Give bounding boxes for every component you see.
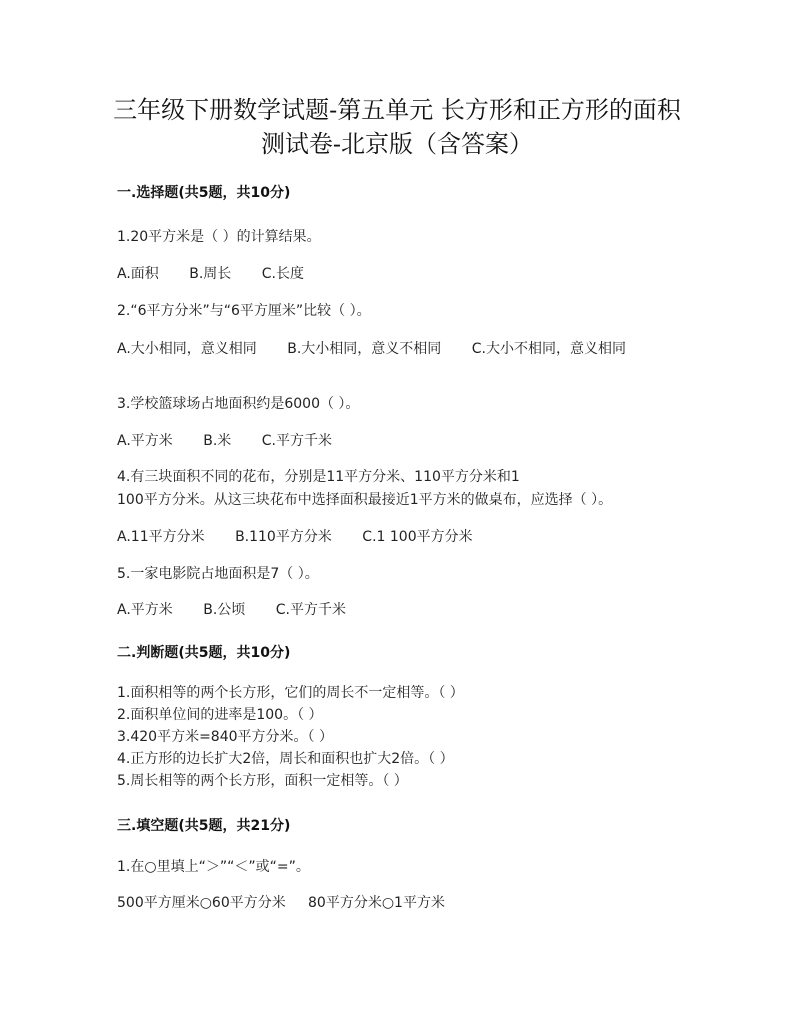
judge-list <box>117 682 464 792</box>
option-a: A.大小相同，意义相同 <box>117 341 257 357</box>
section-judge-heading: 二.判断题(共5题，共10分) <box>117 645 291 661</box>
option-b: B.周长 <box>189 266 232 282</box>
fill-question-1-items: 500平方厘米○60平方分米 80平方分米○1平方米 <box>117 895 445 911</box>
judge-item-2: 2.面积单位间的进率是100。（ ） <box>117 707 323 723</box>
judge-item-1: 1.面积相等的两个长方形，它们的周长不一定相等。（ ） <box>117 685 464 701</box>
judge-item-3: 3.420平方米=840平方分米。（ ） <box>117 729 333 745</box>
question-5: 5.一家电影院占地面积是7（ ）。 <box>117 566 319 582</box>
page-title-line2: 测试卷-北京版（含答案） <box>260 130 534 158</box>
section-fill-heading: 三.填空题(共5题，共21分) <box>117 818 291 834</box>
question-1: 1.20平方米是（ ）的计算结果。 <box>117 229 321 245</box>
option-b: B.公顷 <box>203 602 246 618</box>
option-c: C.大小不相同，意义相同 <box>471 341 626 357</box>
question-2: 2.“6平方分米”与“6平方厘米”比较（ ）。 <box>117 303 371 319</box>
question-4-line1: 4.有三块面积不同的花布，分别是11平方分米、110平方分米和1 <box>117 469 520 485</box>
question-4-line2: 100平方分米。从这三块花布中选择面积最接近1平方米的做桌布，应选择（ ）。 <box>117 492 613 508</box>
option-b: B.米 <box>203 433 232 449</box>
page-title-line1: 三年级下册数学试题-第五单元 长方形和正方形的面积 <box>113 96 681 124</box>
question-1-options <box>117 263 330 283</box>
option-a: A.面积 <box>117 266 159 282</box>
section-choice-heading: 一.选择题(共5题，共10分) <box>117 185 291 201</box>
question-3: 3.学校篮球场占地面积约是6000（ ）。 <box>117 396 360 412</box>
fill-question-1: 1.在○里填上“＞”“＜”或“=”。 <box>117 859 310 875</box>
option-b: B.大小相同，意义不相同 <box>287 341 442 357</box>
judge-item-4: 4.正方形的边长扩大2倍，周长和面积也扩大2倍。（ ） <box>117 751 454 767</box>
question-5-options <box>117 599 372 619</box>
option-c: C.平方千米 <box>275 602 346 618</box>
option-c: C.平方千米 <box>261 433 332 449</box>
option-c: C.长度 <box>261 266 304 282</box>
option-c: C.1 100平方分米 <box>362 529 473 545</box>
option-b: B.110平方分米 <box>235 529 332 545</box>
question-3-options <box>117 430 358 450</box>
judge-item-5: 5.周长相等的两个长方形，面积一定相等。（ ） <box>117 773 408 789</box>
option-a: A.平方米 <box>117 602 173 618</box>
option-a: A.11平方分米 <box>117 529 205 545</box>
option-a: A.平方米 <box>117 433 173 449</box>
question-2-options <box>117 338 626 358</box>
question-4-options <box>117 526 499 546</box>
